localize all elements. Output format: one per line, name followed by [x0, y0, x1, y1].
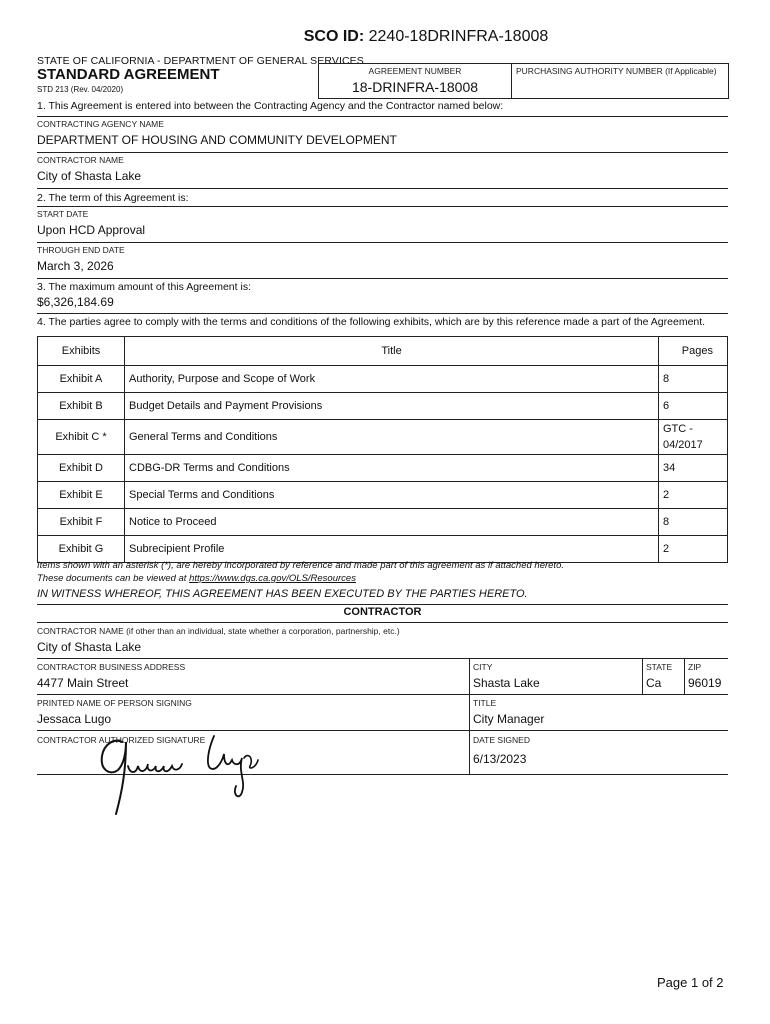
divider: [37, 188, 728, 189]
table-row: [38, 393, 728, 420]
col-header-title: Title: [125, 337, 659, 366]
exhibit-cell: Exhibit G: [38, 536, 125, 563]
divider: [684, 658, 685, 694]
purchasing-authority-label: PURCHASING AUTHORITY NUMBER (If Applicable): [516, 66, 717, 76]
sco-id-value: 2240-18DRINFRA-18008: [368, 28, 549, 45]
table-row: [38, 536, 728, 563]
signature-label: CONTRACTOR AUTHORIZED SIGNATURE: [37, 735, 206, 745]
pages-cell: 2: [659, 536, 728, 563]
section3-text: 3. The maximum amount of this Agreement is:: [37, 281, 251, 293]
divider: [37, 278, 728, 279]
agency-name-label: CONTRACTING AGENCY NAME: [37, 119, 164, 129]
divider: [37, 694, 728, 695]
title-label: TITLE: [473, 698, 497, 708]
viewed-note-prefix: These documents can be viewed at: [37, 573, 190, 584]
date-signed-value: 6/13/2023: [473, 752, 527, 766]
divider: [37, 206, 728, 207]
agreement-number-label: AGREEMENT NUMBER: [368, 66, 462, 76]
table-row: [38, 455, 728, 482]
title-cell: Subrecipient Profile: [125, 536, 659, 563]
agency-name-value: DEPARTMENT OF HOUSING AND COMMUNITY DEVELOPMENT: [37, 133, 397, 147]
agreement-number-value: 18-DRINFRA-18008: [351, 79, 479, 95]
pages-cell: 6: [659, 393, 728, 420]
pages-cell: GTC - 04/2017: [659, 420, 728, 455]
exhibit-cell: Exhibit E: [38, 482, 125, 509]
divider: [37, 622, 728, 623]
sco-id-label: SCO ID:: [303, 28, 365, 45]
city-label: CITY: [473, 662, 493, 672]
zip-label: ZIP: [688, 662, 702, 672]
end-date-label: THROUGH END DATE: [37, 245, 125, 255]
state-label: STATE: [646, 662, 673, 672]
exhibit-cell: Exhibit D: [38, 455, 125, 482]
table-row: [38, 366, 728, 393]
divider: [37, 152, 728, 153]
divider: [37, 116, 728, 117]
divider: [469, 694, 470, 730]
sco-id: [0, 28, 770, 46]
contractor-name-label: CONTRACTOR NAME: [37, 155, 124, 165]
date-signed-label: DATE SIGNED: [473, 735, 530, 745]
agreement-number-box: [318, 63, 512, 99]
exhibits-table: [37, 336, 728, 563]
resources-link[interactable]: https://www.dgs.ca.gov/OLS/Resources: [189, 573, 356, 584]
purchasing-authority-box: [510, 63, 729, 99]
divider: [469, 730, 470, 774]
title-cell: Notice to Proceed: [125, 509, 659, 536]
section4-text: 4. The parties agree to comply with the terms and conditions of the following exhibits, which are by this reference made a part of the Agreement.: [37, 316, 706, 328]
form-revision: STD 213 (Rev. 04/2020): [37, 85, 124, 94]
printed-name-label: PRINTED NAME OF PERSON SIGNING: [37, 698, 192, 708]
state-department: STATE OF CALIFORNIA - DEPARTMENT OF GENERAL SERVICES: [37, 55, 364, 67]
divider: [37, 313, 728, 314]
title-cell: Authority, Purpose and Scope of Work: [125, 366, 659, 393]
table-header-row: [38, 337, 728, 366]
printed-name-value: Jessaca Lugo: [37, 712, 112, 726]
contractor-name-value: City of Shasta Lake: [37, 169, 142, 183]
table-row: [38, 482, 728, 509]
title-cell: Special Terms and Conditions: [125, 482, 659, 509]
pages-cell: 34: [659, 455, 728, 482]
page-number: Page 1 of 2: [657, 975, 724, 990]
contractor-full-name-label: CONTRACTOR NAME (if other than an individual, state whether a corporation, partnership, etc.): [37, 626, 400, 636]
section1-text: 1. This Agreement is entered into between the Contracting Agency and the Contractor named below:: [37, 100, 504, 112]
pages-cell: 2: [659, 482, 728, 509]
handwritten-signature: [92, 730, 272, 822]
start-date-value: Upon HCD Approval: [37, 223, 146, 237]
col-header-pages: Pages: [659, 337, 728, 366]
title-cell: Budget Details and Payment Provisions: [125, 393, 659, 420]
divider: [37, 242, 728, 243]
contractor-full-name-value: City of Shasta Lake: [37, 640, 142, 654]
title-value: City Manager: [473, 712, 545, 726]
viewed-note: [37, 573, 356, 584]
pages-cell: 8: [659, 366, 728, 393]
divider: [469, 658, 470, 694]
business-address-label: CONTRACTOR BUSINESS ADDRESS: [37, 662, 186, 672]
col-header-exhibits: Exhibits: [38, 337, 125, 366]
divider: [37, 604, 728, 605]
exhibit-cell: Exhibit A: [38, 366, 125, 393]
exhibit-cell: Exhibit B: [38, 393, 125, 420]
table-row: [38, 420, 728, 455]
exhibit-cell: Exhibit F: [38, 509, 125, 536]
title-cell: General Terms and Conditions: [125, 420, 659, 455]
business-address-value: 4477 Main Street: [37, 676, 129, 690]
start-date-label: START DATE: [37, 209, 89, 219]
zip-value: 96019: [688, 676, 722, 690]
form-title: STANDARD AGREEMENT: [37, 66, 220, 83]
title-cell: CDBG-DR Terms and Conditions: [125, 455, 659, 482]
table-row: [38, 509, 728, 536]
exhibit-cell: Exhibit C *: [38, 420, 125, 455]
contractor-heading: CONTRACTOR: [343, 606, 422, 618]
end-date-value: March 3, 2026: [37, 259, 114, 273]
section2-text: 2. The term of this Agreement is:: [37, 192, 189, 204]
asterisk-note: Items shown with an asterisk (*), are hereby incorporated by reference and made part of this agreement as if attached hereto.: [37, 560, 564, 571]
state-value: Ca: [646, 676, 662, 690]
pages-cell: 8: [659, 509, 728, 536]
city-value: Shasta Lake: [473, 676, 540, 690]
divider: [642, 658, 643, 694]
divider: [37, 658, 728, 659]
max-amount-value: $6,326,184.69: [37, 295, 114, 309]
witness-statement: IN WITNESS WHEREOF, THIS AGREEMENT HAS BEEN EXECUTED BY THE PARTIES HERETO.: [37, 588, 528, 600]
